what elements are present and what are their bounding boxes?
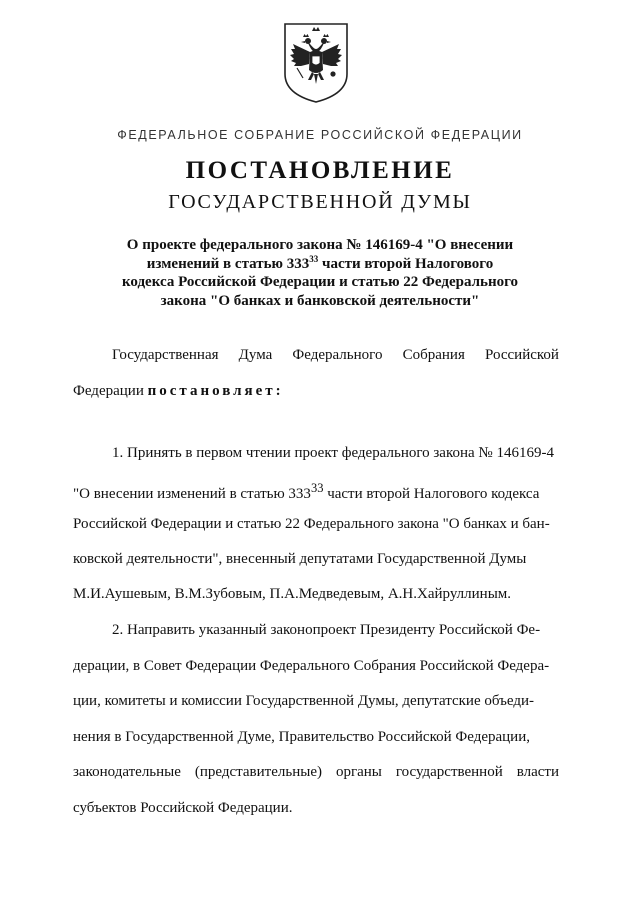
assembly-name: ФЕДЕРАЛЬНОЕ СОБРАНИЕ РОССИЙСКОЙ ФЕДЕРАЦИИ [117, 128, 523, 142]
item1-line: ковской деятельности", внесенный депутатами Государственной Думы [73, 551, 527, 567]
document-subtitle: ГОСУДАРСТВЕННОЙ ДУМЫ [168, 191, 472, 213]
item2-word: государственной [395, 764, 503, 780]
item1-line: Российской Федерации и статью 22 Федерального закона "О банках и бан- [73, 516, 550, 532]
item1-text: "О внесении изменений в статью 333 [73, 486, 311, 502]
item2-word: органы [335, 764, 382, 780]
resolution-verb: постановляет: [147, 383, 284, 399]
coat-of-arms-emblem [281, 22, 351, 104]
double-headed-eagle-icon [281, 22, 351, 104]
item1-line: 1. Принять в первом чтении проект федерального закона № 146169-4 [112, 445, 554, 461]
preamble-line [112, 345, 559, 365]
item2-line [73, 762, 559, 782]
item2-word: законодательные [73, 764, 181, 780]
item2-line: субъектов Российской Федерации. [73, 800, 293, 816]
heading-line [90, 255, 550, 274]
superscript: 33 [309, 253, 319, 264]
preamble-word: Собрания [402, 347, 465, 363]
item2-line: нения в Государственной Думе, Правительство Российской Федерации, [73, 729, 530, 745]
heading-text: изменений в статью 333 [146, 255, 310, 272]
preamble-word: Федерального [292, 347, 383, 363]
heading-line: закона "О банках и банковской деятельности" [160, 292, 480, 309]
item2-word: (представительные) [194, 764, 322, 780]
preamble-line [73, 381, 559, 401]
resolution-heading [90, 236, 550, 310]
item1-line [73, 478, 559, 504]
preamble-word: Дума [238, 347, 273, 363]
item1-line: М.И.Аушевым, В.М.Зубовым, П.А.Медведевым, А.Н.Хайруллиным. [73, 586, 512, 602]
heading-line: О проекте федерального закона № 146169-4 "О внесении [126, 237, 514, 253]
item2-line: 2. Направить указанный законопроект Президенту Российской Фе- [112, 622, 541, 638]
item2-line: ции, комитеты и комиссии Государственной Думы, депутатские объеди- [73, 693, 535, 709]
item2-line: дерации, в Совет Федерации Федерального Собрания Российской Федера- [73, 658, 550, 674]
item2-word: власти [516, 764, 559, 780]
superscript: 33 [310, 481, 324, 495]
heading-text: части второй Налогового [318, 255, 494, 272]
heading-line: кодекса Российской Федерации и статью 22 Федерального [121, 274, 519, 290]
preamble-text: Федерации [73, 383, 148, 399]
document-title: ПОСТАНОВЛЕНИЕ [185, 157, 455, 184]
item1-text: части второй Налогового кодекса [323, 486, 540, 502]
preamble-word: Государственная [112, 347, 219, 363]
preamble-word: Российской [485, 347, 559, 363]
